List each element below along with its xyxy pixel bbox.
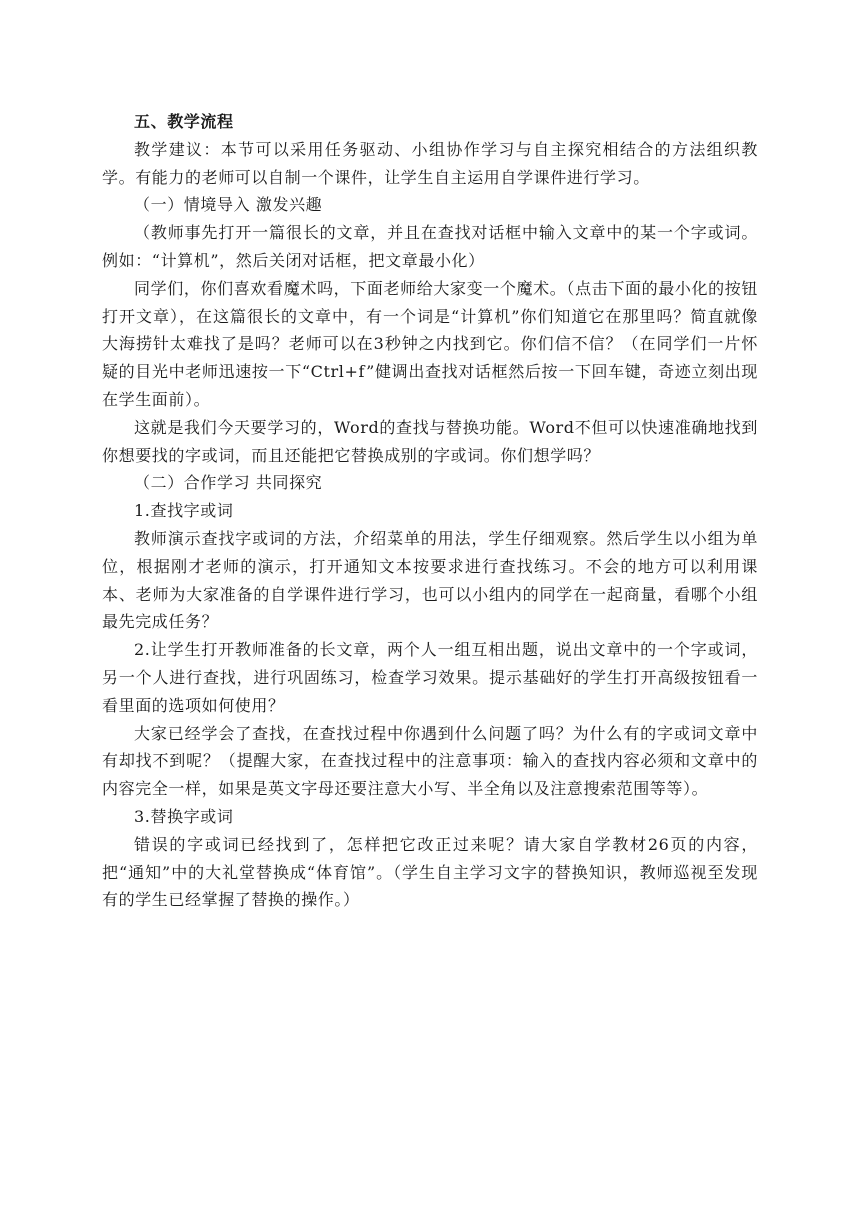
teaching-suggestion-paragraph: 教学建议：本节可以采用任务驱动、小组协作学习与自主探究相结合的方法组织教学。有能力的老师可以自制一个课件，让学生自主运用自学课件进行学习。 <box>102 139 758 187</box>
find-demo-paragraph: 教师演示查找字或词的方法，介绍菜单的用法，学生仔细观察。然后学生以小组为单位，根据刚才老师的演示，打开通知文本按要求进行查找练习。不会的地方可以利用课本、老师为大家准备的自学课件进行学习，也可以小组内的同学在一起商量，看哪个小组最先完成任务？ <box>102 528 758 632</box>
section-heading: 五、教学流程 <box>134 112 234 131</box>
lesson-topic-paragraph: 这就是我们今天要学习的，Word的查找与替换功能。Word不但可以快速准确地找到你想要找的字或词，而且还能把它替换成别的字或词。你们想学吗？ <box>102 417 758 465</box>
document-body <box>102 108 758 914</box>
teacher-preparation-note: （教师事先打开一篇很长的文章，并且在查找对话框中输入文章中的某一个字或词。例如：“计算机”，然后关闭对话框，把文章最小化） <box>102 223 758 270</box>
item-find-heading: 1.查找字或词 <box>134 501 234 521</box>
magic-trick-paragraph: 同学们，你们喜欢看魔术吗，下面老师给大家变一个魔术。（点击下面的最小化的按钮打开文章），在这篇很长的文章中，有一个词是“计算机”你们知道它在那里吗？简直就像大海捞针太难找了是吗？老师可以在3秒钟之内找到它。你们信不信？（在同学们一片怀疑的目光中老师迅速按一下“Ctrl+f”健调出查找对话框然后按一下回车键，奇迹立刻出现在学生面前）。 <box>102 278 758 409</box>
subsection-heading-scene-intro: （一）情境导入 激发兴趣 <box>134 195 323 215</box>
pair-practice-paragraph: 2.让学生打开教师准备的长文章，两个人一组互相出题，说出文章中的一个字或词，另一个人进行查找，进行巩固练习，检查学习效果。提示基础好的学生打开高级按钮看一看里面的选项如何使用？ <box>102 640 758 715</box>
item-replace-heading: 3.替换字或词 <box>134 806 234 826</box>
replace-paragraph: 错误的字或词已经找到了，怎样把它改正过来呢？请大家自学教材26页的内容，把“通知”中的大礼堂替换成“体育馆”。（学生自主学习文字的替换知识，教师巡视至发现有的学生已经掌握了替换的操作。） <box>102 834 758 910</box>
subsection-heading-cooperative-learning: （二）合作学习 共同探究 <box>134 473 323 493</box>
find-problems-paragraph: 大家已经学会了查找，在查找过程中你遇到什么问题了吗？为什么有的字或词文章中有却找不到呢？（提醒大家，在查找过程中的注意事项：输入的查找内容必须和文章中的内容完全一样，如果是英文字母还要注意大小写、半全角以及注意搜索范围等等）。 <box>102 723 758 799</box>
